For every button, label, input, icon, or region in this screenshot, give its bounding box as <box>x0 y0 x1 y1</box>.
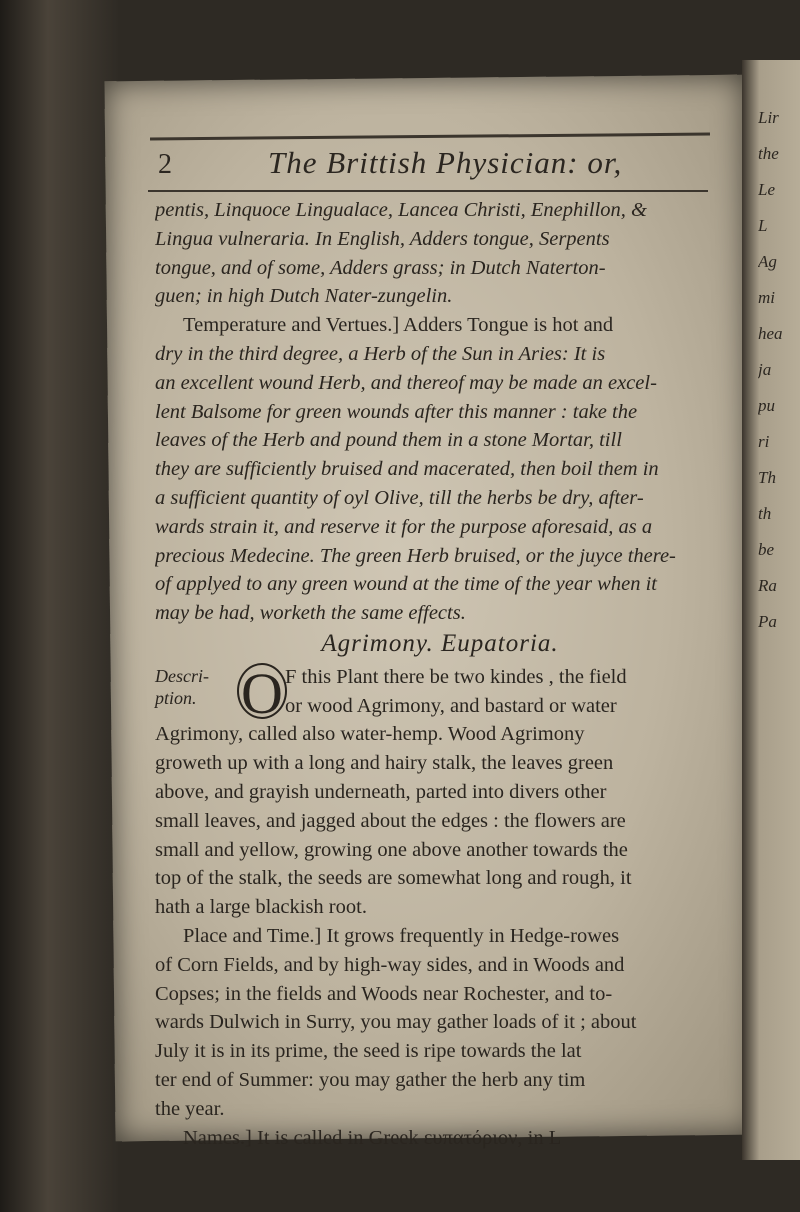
text-line: Names.] It is called in Greek ευπατόριον, in L <box>183 1126 562 1149</box>
margin-note-text: Descri- ption. <box>155 665 209 708</box>
page-header <box>148 145 728 185</box>
text-line: wards Dulwich in Surry, you may gather loads of it ; about <box>155 1011 637 1034</box>
text-line: a sufficient quantity of oyl Olive, till the herbs be dry, after- <box>155 486 644 509</box>
text-line: the year. <box>155 1097 225 1120</box>
text-line: Temperature and Vertues.] Adders Tongue is hot and <box>183 314 614 337</box>
left-page-edge-shadow <box>0 0 120 1212</box>
agrimony-description <box>155 663 725 1153</box>
text-line: dry in the third degree, a Herb of the Sun in Aries: It is <box>155 342 606 365</box>
margin-note <box>155 665 209 709</box>
text-line: or wood Agrimony, and bastard or water <box>285 694 617 717</box>
text-line: groweth up with a long and hairy stalk, the leaves green <box>155 752 614 775</box>
text-line: Place and Time.] It grows frequently in Hedge-rowes <box>183 924 620 947</box>
facing-page-fragments: Lir the Le L Ag mi hea ja pu ri Th th be Ra Pa <box>758 108 783 631</box>
text-line: guen; in high Dutch Nater-zungelin. <box>155 285 453 308</box>
page-body <box>155 196 725 1152</box>
description-block <box>155 660 725 1153</box>
text-line: wards strain it, and reserve it for the purpose aforesaid, as a <box>155 515 653 538</box>
text-line: hath a large blackish root. <box>155 896 367 919</box>
text-line: Agrimony, called also water-hemp. Wood Agrimony <box>155 723 585 746</box>
text-line: precious Medecine. The green Herb bruised, or the juyce there- <box>155 544 676 567</box>
section-heading: Agrimony. Eupatoria. <box>321 629 559 657</box>
text-line: small and yellow, growing one above another towards the <box>155 838 628 861</box>
page-number: 2 <box>158 149 172 180</box>
text-line: of applyed to any green wound at the time of the year when it <box>155 573 657 596</box>
running-title: The Brittish Physician: or, <box>268 145 623 180</box>
drop-cap: O <box>237 663 287 719</box>
text-line: may be had, worketh the same effects. <box>155 602 466 625</box>
text-line: lent Balsome for green wounds after this manner : take the <box>155 400 638 423</box>
text-line: Copses; in the fields and Woods near Rochester, and to- <box>155 982 613 1005</box>
text-line: of Corn Fields, and by high-way sides, and in Woods and <box>155 953 625 976</box>
text-line: July it is in its prime, the seed is ripe towards the lat <box>155 1040 582 1063</box>
text-line: top of the stalk, the seeds are somewhat long and rough, it <box>155 867 632 890</box>
text-line: pentis, Linquoce Lingualace, Lancea Christi, Enephillon, & <box>155 199 647 221</box>
adders-tongue-section <box>155 196 725 628</box>
text-line: Lingua vulneraria. In English, Adders tongue, Serpents <box>155 227 610 250</box>
text-line: ter end of Summer: you may gather the herb any tim <box>155 1068 586 1091</box>
text-line: F this Plant there be two kindes , the field <box>285 665 627 688</box>
text-line: leaves of the Herb and pound them in a stone Mortar, till <box>155 429 622 452</box>
text-line: tongue, and of some, Adders grass; in Dutch Naterton- <box>155 256 606 279</box>
text-line: they are sufficiently bruised and macerated, then boil them in <box>155 458 659 481</box>
text-line: above, and grayish underneath, parted into divers other <box>155 780 607 803</box>
header-divider <box>148 190 708 192</box>
text-line: an excellent wound Herb, and thereof may be made an excel- <box>155 371 657 394</box>
text-line: small leaves, and jagged about the edges : the flowers are <box>155 809 626 832</box>
